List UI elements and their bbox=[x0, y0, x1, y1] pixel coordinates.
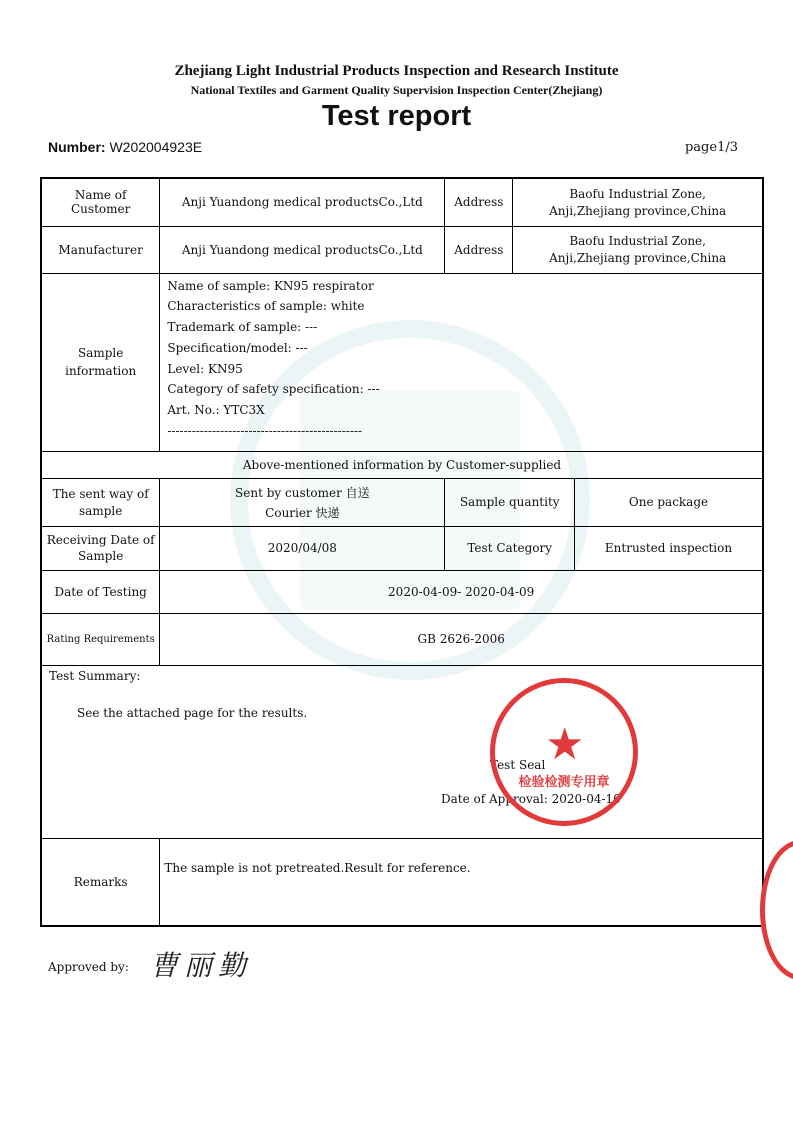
customer-address-line1: Baofu Industrial Zone, bbox=[569, 186, 706, 201]
manufacturer-address bbox=[513, 226, 763, 273]
summary-label: Test Summary: bbox=[49, 668, 141, 683]
customer-address-line2: Anji,Zhejiang province,China bbox=[549, 203, 727, 218]
receiving-label bbox=[41, 526, 160, 570]
testing-label: Date of Testing bbox=[41, 570, 160, 613]
customer-label: Name of Customer bbox=[41, 178, 160, 226]
manufacturer-value: Anji Yuandong medical productsCo.,Ltd bbox=[160, 226, 445, 273]
sample-line-art-no: Art. No.: YTC3X bbox=[167, 403, 265, 418]
approval-date: Date of Approval: 2020-04-10 bbox=[441, 791, 621, 806]
approved-by-label: Approved by: bbox=[48, 960, 129, 974]
report-table bbox=[40, 177, 764, 927]
sample-label-line2: information bbox=[65, 364, 137, 378]
sample-quantity-label: Sample quantity bbox=[445, 478, 575, 526]
number-label: Number: bbox=[48, 139, 106, 155]
sample-info-details bbox=[160, 273, 763, 451]
sent-way-label-line2: sample bbox=[79, 503, 123, 518]
manufacturer-address-label: Address bbox=[445, 226, 513, 273]
row-receiving bbox=[41, 526, 763, 570]
rating-value: GB 2626-2006 bbox=[160, 613, 763, 665]
row-supplied-note bbox=[41, 451, 763, 478]
number-value: W202004923E bbox=[109, 139, 203, 155]
receiving-label-line1: Receiving Date of bbox=[46, 533, 155, 547]
row-rating bbox=[41, 613, 763, 665]
customer-value: Anji Yuandong medical productsCo.,Ltd bbox=[160, 178, 445, 226]
page-indicator: page1/3 bbox=[684, 140, 738, 155]
sample-label-line1: Sample bbox=[77, 346, 124, 360]
sent-way-label-line1: The sent way of bbox=[52, 486, 149, 501]
sample-quantity-value: One package bbox=[575, 478, 763, 526]
sample-line-level: Level: KN95 bbox=[167, 361, 243, 376]
row-remarks bbox=[41, 838, 763, 926]
red-seal-stamp-partial bbox=[760, 840, 793, 980]
customer-address bbox=[513, 178, 763, 226]
row-sent-way bbox=[41, 478, 763, 526]
summary-text: See the attached page for the results. bbox=[77, 705, 308, 720]
remarks-text: The sample is not pretreated.Result for reference. bbox=[160, 838, 763, 926]
row-manufacturer bbox=[41, 226, 763, 273]
sent-way-label bbox=[41, 478, 160, 526]
test-seal-label: Test Seal bbox=[490, 757, 546, 772]
approver-signature: 曹丽勤 bbox=[150, 949, 253, 982]
institute-name: Zhejiang Light Industrial Products Inspection and Research Institute bbox=[174, 63, 619, 79]
rating-label: Rating Requirements bbox=[41, 613, 160, 665]
supplied-note: Above-mentioned information by Customer-supplied bbox=[41, 451, 763, 478]
manufacturer-address-line1: Baofu Industrial Zone, bbox=[569, 234, 706, 248]
sample-line-divider: ------------------------------------------------ bbox=[167, 424, 362, 439]
summary-cell bbox=[41, 665, 763, 838]
row-customer bbox=[41, 178, 763, 226]
report-number bbox=[48, 139, 202, 155]
receiving-label-line2: Sample bbox=[77, 549, 124, 563]
remarks-label: Remarks bbox=[41, 838, 160, 926]
red-seal-stamp bbox=[490, 678, 638, 826]
report-title: Test report bbox=[321, 100, 472, 132]
sent-way-line1: Sent by customer 自送 bbox=[235, 485, 370, 500]
test-category-label: Test Category bbox=[445, 526, 575, 570]
center-name: National Textiles and Garment Quality Supervision Inspection Center(Zhejiang) bbox=[190, 83, 603, 97]
manufacturer-label: Manufacturer bbox=[41, 226, 160, 273]
seal-text: 检验检测专用章 bbox=[518, 775, 610, 790]
testing-date: 2020-04-09- 2020-04-09 bbox=[160, 570, 763, 613]
sample-line-specification: Specification/model: --- bbox=[167, 340, 308, 355]
sample-info-label bbox=[41, 273, 160, 451]
test-category-value: Entrusted inspection bbox=[575, 526, 763, 570]
sample-line-characteristics: Characteristics of sample: white bbox=[167, 299, 365, 314]
row-summary bbox=[41, 665, 763, 838]
sample-line-category: Category of safety specification: --- bbox=[167, 382, 380, 397]
sent-way-line2: Courier 快递 bbox=[265, 505, 340, 520]
manufacturer-address-line2: Anji,Zhejiang province,China bbox=[549, 251, 727, 265]
row-testing bbox=[41, 570, 763, 613]
sample-line-name: Name of sample: KN95 respirator bbox=[167, 278, 374, 293]
sample-line-trademark: Trademark of sample: --- bbox=[167, 320, 318, 335]
seal-star-icon: ★ bbox=[545, 719, 585, 770]
customer-address-label: Address bbox=[445, 178, 513, 226]
receiving-date: 2020/04/08 bbox=[160, 526, 445, 570]
sent-way-value bbox=[160, 478, 445, 526]
row-sample-info bbox=[41, 273, 763, 451]
